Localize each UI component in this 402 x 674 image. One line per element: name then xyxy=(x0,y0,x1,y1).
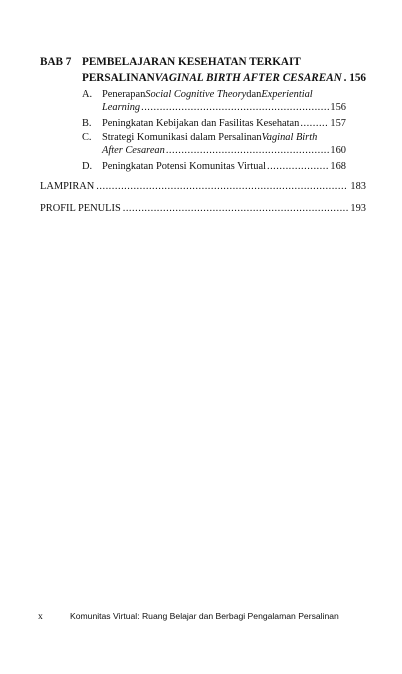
footer-page-number: x xyxy=(38,611,43,622)
footer-running-title: Komunitas Virtual: Ruang Belajar dan Berbagi Pengalaman Persalinan xyxy=(70,611,339,621)
toc-entry-text-italic: Experiential xyxy=(261,89,313,100)
chapter-page: 156 xyxy=(349,72,366,84)
toc-entry-letter: B. xyxy=(82,118,92,129)
chapter-title-suffix: . xyxy=(343,72,350,84)
chapter-title-plain: PERSALINAN xyxy=(82,72,155,84)
leader-dots xyxy=(141,101,329,114)
toc-entry-text-italic: Vaginal Birth xyxy=(261,132,318,143)
toc-entry-text-italic: Learning xyxy=(102,102,141,113)
leader-dots xyxy=(267,160,329,173)
toc-entry-label: PROFIL PENULIS xyxy=(40,203,121,214)
toc-entry-page: 168 xyxy=(330,161,346,172)
toc-entry-text-italic: Social Cognitive Theory xyxy=(145,89,247,100)
toc-entry-text: dan xyxy=(246,89,262,100)
toc-entry-page: 156 xyxy=(330,102,346,113)
toc-entry-text: Strategi Komunikasi dalam Persalinan xyxy=(102,132,262,143)
toc-entry-label: LAMPIRAN xyxy=(40,181,95,192)
toc-entry-lampiran[interactable] xyxy=(40,181,366,192)
leader-dots xyxy=(300,117,329,130)
toc-entry-letter: C. xyxy=(82,132,92,143)
chapter-title-line2 xyxy=(82,72,366,84)
toc-entry-letter: A. xyxy=(82,89,93,100)
leader-dots xyxy=(166,144,330,157)
chapter-title-italic: VAGINAL BIRTH AFTER CESAREAN xyxy=(154,72,342,84)
toc-entry-letter: D. xyxy=(82,161,93,172)
leader-dots xyxy=(123,203,349,214)
toc-entry-text: Peningkatan Kebijakan dan Fasilitas Kesehatan xyxy=(102,118,300,129)
toc-entry-page: 157 xyxy=(330,118,346,129)
toc-entry-page: 183 xyxy=(350,181,366,192)
toc-entry-text: Penerapan xyxy=(102,89,146,100)
toc-entry-page: 160 xyxy=(330,145,346,156)
toc-entry-text: Peningkatan Potensi Komunitas Virtual xyxy=(102,161,266,172)
chapter-title-line1: PEMBELAJARAN KESEHATAN TERKAIT xyxy=(82,56,301,68)
toc-entry-profil-penulis[interactable] xyxy=(40,203,366,214)
chapter-number: BAB 7 xyxy=(40,56,72,68)
toc-entry-text-italic: After Cesarean xyxy=(102,145,165,156)
toc-entry-page: 193 xyxy=(350,203,366,214)
leader-dots xyxy=(96,181,348,192)
